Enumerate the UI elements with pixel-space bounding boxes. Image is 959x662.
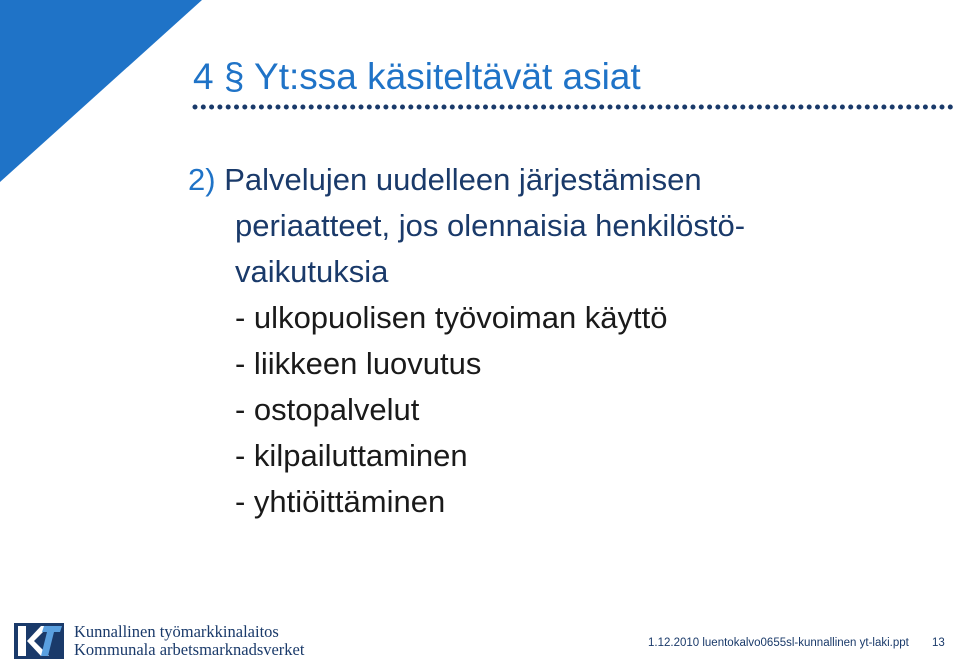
sub-item-purchased-services: - ostopalvelut xyxy=(235,392,420,427)
list-point xyxy=(188,157,928,203)
org-name-swedish: Kommunala arbetsmarknadsverket xyxy=(74,640,305,659)
point-line-3: vaikutuksia xyxy=(235,254,389,289)
sub-item-incorporation: - yhtiöittäminen xyxy=(235,484,446,519)
organization-logo xyxy=(14,623,304,659)
footer-page-number: 13 xyxy=(932,637,945,649)
slide-body xyxy=(188,157,928,525)
point-number: 2) xyxy=(188,162,216,197)
title-dotted-rule xyxy=(192,102,959,112)
kt-logo-icon xyxy=(14,623,64,659)
org-name-finnish: Kunnallinen työmarkkinalaitos xyxy=(74,622,279,641)
footer-file-info: 1.12.2010 luentokalvo0655sl-kunnallinen yt-laki.ppt xyxy=(648,637,909,649)
sub-item-business-transfer: - liikkeen luovutus xyxy=(235,346,482,381)
point-line-2: periaatteet, jos olennaisia henkilöstö- xyxy=(235,208,746,243)
corner-triangle-decoration xyxy=(0,0,205,185)
sub-item-tendering: - kilpailuttaminen xyxy=(235,438,468,473)
point-line-1: Palvelujen uudelleen järjestämisen xyxy=(224,162,702,197)
sub-item-outsourcing: - ulkopuolisen työvoiman käyttö xyxy=(235,300,668,335)
slide-title: 4 § Yt:ssa käsiteltävät asiat xyxy=(193,56,641,97)
